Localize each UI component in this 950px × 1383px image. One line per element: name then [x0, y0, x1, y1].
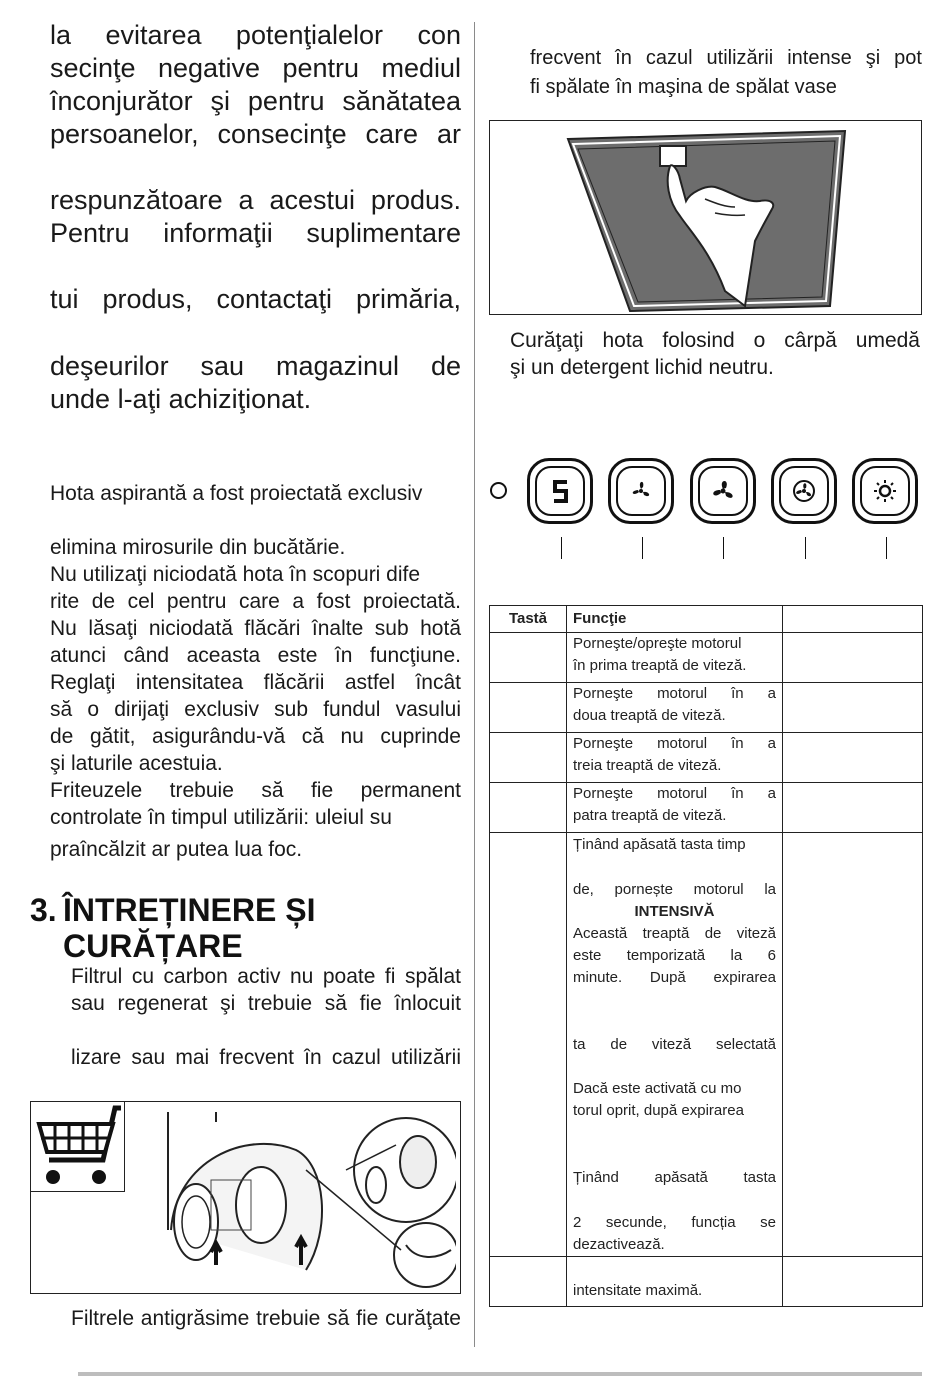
- usage-line-2: Nu utilizaţi niciodată hota în scopuri dife: [50, 563, 421, 586]
- intro-line-3: înconjurător şi pentru sănătatea: [50, 86, 461, 116]
- grease-line: Filtrele antigrăsime trebuie să fie curăţate: [71, 1307, 461, 1330]
- carbon-filter-removal-illustration: [156, 1110, 456, 1290]
- row-1-function: Porneşte/opreşte motorul în prima treaptă de viteză.: [567, 633, 783, 683]
- section-number: 3.: [30, 892, 57, 928]
- usage-line-4: Nu lăsaţi niciodată flăcări înalte sub hotă: [50, 617, 461, 640]
- button-leader-1: [561, 537, 562, 559]
- usage-line-8: de gătit, asigurându-vă că nu cuprinde: [50, 725, 461, 748]
- usage-line-1: elimina mirosurile din bucătărie.: [50, 536, 346, 559]
- usage-line-6: Reglaţi intensitatea flăcării astfel încât: [50, 671, 461, 694]
- intro-line-2: secinţe negative pentru mediul: [50, 53, 461, 83]
- fan-speed-1-icon: [611, 461, 671, 521]
- carbon-filter-figure: [30, 1101, 461, 1294]
- table-row: [490, 833, 923, 1257]
- usage-line-9: şi laturile acestuia.: [50, 752, 223, 775]
- button-function-table: [489, 605, 923, 1307]
- section-title-line-2: CURĂȚARE: [63, 928, 243, 964]
- intro-line-6: Pentru informaţii suplimentare: [50, 218, 461, 248]
- usage-line-first: Hota aspirantă a fost proiectată exclusiv: [50, 482, 423, 505]
- intro-line-7: tui produs, contactaţi primăria,: [50, 284, 461, 314]
- fan-speed-2-icon: [693, 461, 753, 521]
- usage-line-11: controlate în timpul utilizării: uleiul su: [50, 806, 392, 829]
- light-icon: [855, 461, 915, 521]
- intro-line-1: la evitarea potenţialelor con: [50, 20, 461, 50]
- fan-speed-3-icon: [774, 461, 834, 521]
- carbon-line-3: lizare sau mai frecvent în cazul utilizării: [71, 1046, 461, 1069]
- cart-panel: [31, 1102, 125, 1192]
- fan-speed-1-button[interactable]: [608, 458, 674, 524]
- clean-line-1: Curăţaţi hota folosind o cârpă umedă: [510, 329, 920, 352]
- header-empty: [783, 606, 923, 633]
- right-top-line-2: fi spălate în maşina de spălat vase: [530, 76, 837, 98]
- intro-line-9: unde l-aţi achiziţionat.: [50, 384, 312, 414]
- fan-speed-3-button[interactable]: [771, 458, 837, 524]
- row-5-function: Ținând apăsată tasta timp de, pornește motorul la INTENSIVĂ Această treaptă de viteză este temporizată la 6 minute. După expirarea ta de viteză selectată Dacă este activată cu mo torul oprit, după expirarea Ținând apăsată tasta 2 secunde, funcția se dezactivează.: [567, 833, 783, 1257]
- table-row: [490, 633, 923, 683]
- power-s-icon: [530, 461, 590, 521]
- carbon-line-2: sau regenerat şi trebuie să fie înlocuit: [71, 992, 461, 1015]
- row-2-function: Porneşte motorul în a doua treaptă de viteză.: [567, 683, 783, 733]
- grease-filter-figure: [489, 120, 922, 315]
- row-4-function: Porneşte motorul în a patra treaptă de viteză.: [567, 783, 783, 833]
- header-function: Funcţie: [567, 606, 783, 633]
- row-6-function: intensitate maximă.: [567, 1257, 783, 1307]
- footer-rule: [78, 1372, 922, 1376]
- section-title-line-1: ÎNTREȚINERE ȘI: [63, 892, 316, 928]
- column-divider: [474, 22, 475, 1347]
- header-key: Tastă: [490, 606, 567, 633]
- button-leader-3: [723, 537, 724, 559]
- shopping-cart-icon: [31, 1102, 124, 1191]
- usage-line-10: Friteuzele trebuie să fie permanent: [50, 779, 461, 802]
- intro-line-4: persoanelor, consecinţe care ar: [50, 119, 461, 149]
- table-row: [490, 733, 923, 783]
- usage-line-last: praîncălzit ar putea lua foc.: [50, 838, 303, 861]
- fan-speed-2-button[interactable]: [690, 458, 756, 524]
- table-row: [490, 1257, 923, 1307]
- button-leader-2: [642, 537, 643, 559]
- usage-line-5: atunci când aceasta este în funcţiune.: [50, 644, 461, 667]
- button-leader-5: [886, 537, 887, 559]
- power-button[interactable]: [527, 458, 593, 524]
- indicator-led: [490, 482, 507, 499]
- usage-line-7: să o dirijaţi exclusiv sub fundul vasului: [50, 698, 461, 721]
- table-row: [490, 683, 923, 733]
- table-header-row: [490, 606, 923, 633]
- grease-filter-removal-illustration: [490, 121, 921, 314]
- table-row: [490, 783, 923, 833]
- light-button[interactable]: [852, 458, 918, 524]
- clean-line-2: şi un detergent lichid neutru.: [510, 356, 774, 379]
- right-top-line-1: frecvent în cazul utilizării intense şi pot: [530, 47, 922, 69]
- intro-line-5: respunzătoare a acestui produs.: [50, 185, 461, 215]
- button-leader-4: [805, 537, 806, 559]
- usage-line-3: rite de cel pentru care a fost proiectată.: [50, 590, 461, 613]
- intro-line-8: deşeurilor sau magazinul de: [50, 351, 461, 381]
- row-3-function: Porneşte motorul în a treia treaptă de viteză.: [567, 733, 783, 783]
- carbon-line-1: Filtrul cu carbon activ nu poate fi spălat: [71, 965, 461, 988]
